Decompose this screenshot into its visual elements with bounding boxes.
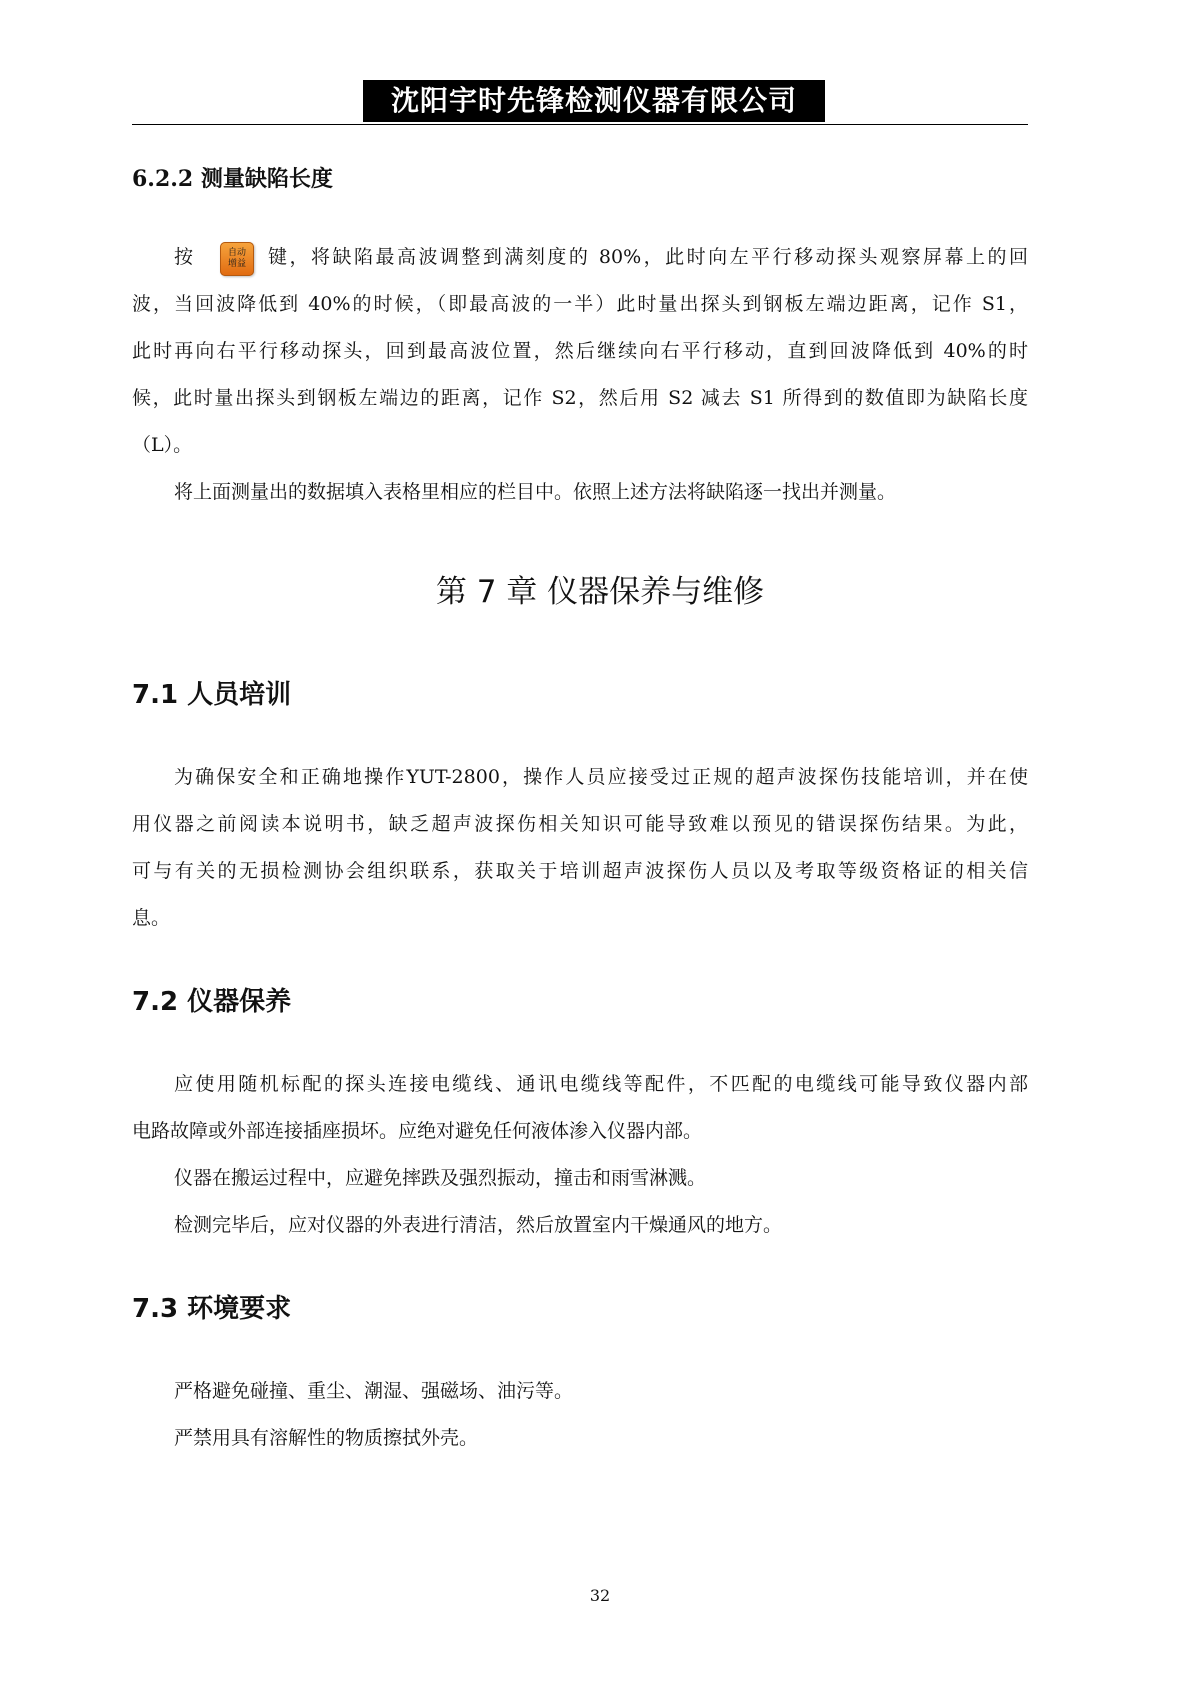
section-622-line-1b: 键，将缺陷最高波调整到满刻度的 80%，此时向左平行移动探头观察屏幕上的回 (268, 246, 1028, 268)
company-header: 沈阳宇时先锋检测仪器有限公司 (363, 80, 825, 122)
section-72-line-1: 应使用随机标配的探头连接电缆线、通讯电缆线等配件，不匹配的电缆线可能导致仪器内部 (174, 1073, 1028, 1095)
chapter-7-title: 第 7 章 仪器保养与维修 (435, 574, 765, 610)
section-72-title: 7.2 仪器保养 (132, 987, 292, 1017)
section-71-line-2: 用仪器之前阅读本说明书，缺乏超声波探伤相关知识可能导致难以预见的错误探伤结果。为此， (132, 813, 1028, 835)
section-73-title: 7.3 环境要求 (132, 1294, 292, 1324)
section-71-line-4: 息。 (132, 907, 171, 929)
section-622-line-2: 波，当回波降低到 40%的时候，（即最高波的一半）此时量出探头到钢板左端边距离，记作 S1， (132, 293, 1028, 315)
section-71-line-3: 可与有关的无损检测协会组织联系，获取关于培训超声波探伤人员以及考取等级资格证的相关信 (132, 860, 1028, 882)
section-71-title: 7.1 人员培训 (132, 680, 292, 710)
section-73-para-1: 严格避免碰撞、重尘、潮湿、强磁场、油污等。 (174, 1380, 574, 1402)
section-622-line-1a: 按 (174, 246, 194, 268)
header-rule (132, 124, 1028, 125)
section-72-para-3: 检测完毕后，应对仪器的外表进行清洁，然后放置室内干燥通风的地方。 (174, 1214, 783, 1236)
section-71-line-1: 为确保安全和正确地操作YUT-2800，操作人员应接受过正规的超声波探伤技能培训，并在使 (174, 766, 1028, 788)
section-622-line-3: 此时再向右平行移动探头，回到最高波位置，然后继续向右平行移动，直到回波降低到 40%的时 (132, 340, 1028, 362)
auto-gain-key-label-1: 自动 (227, 248, 246, 258)
section-72-line-2: 电路故障或外部连接插座损坏。应绝对避免任何液体渗入仪器内部。 (132, 1120, 703, 1142)
section-622-title: 6.2.2 测量缺陷长度 (132, 166, 333, 192)
section-622-line-4: 候，此时量出探头到钢板左端边的距离，记作 S2，然后用 S2 减去 S1 所得到的数值即为缺陷长度 (132, 387, 1028, 409)
auto-gain-key-label-2: 增益 (227, 259, 246, 269)
auto-gain-key-icon (220, 242, 254, 276)
page-number: 32 (589, 1586, 611, 1605)
section-622-line-5: （L）。 (132, 434, 193, 456)
section-72-para-2: 仪器在搬运过程中，应避免摔跌及强烈振动，撞击和雨雪淋溅。 (174, 1167, 707, 1189)
section-622-para-2: 将上面测量出的数据填入表格里相应的栏目中。依照上述方法将缺陷逐一找出并测量。 (174, 481, 897, 503)
section-73-para-2: 严禁用具有溶解性的物质擦拭外壳。 (174, 1427, 479, 1449)
